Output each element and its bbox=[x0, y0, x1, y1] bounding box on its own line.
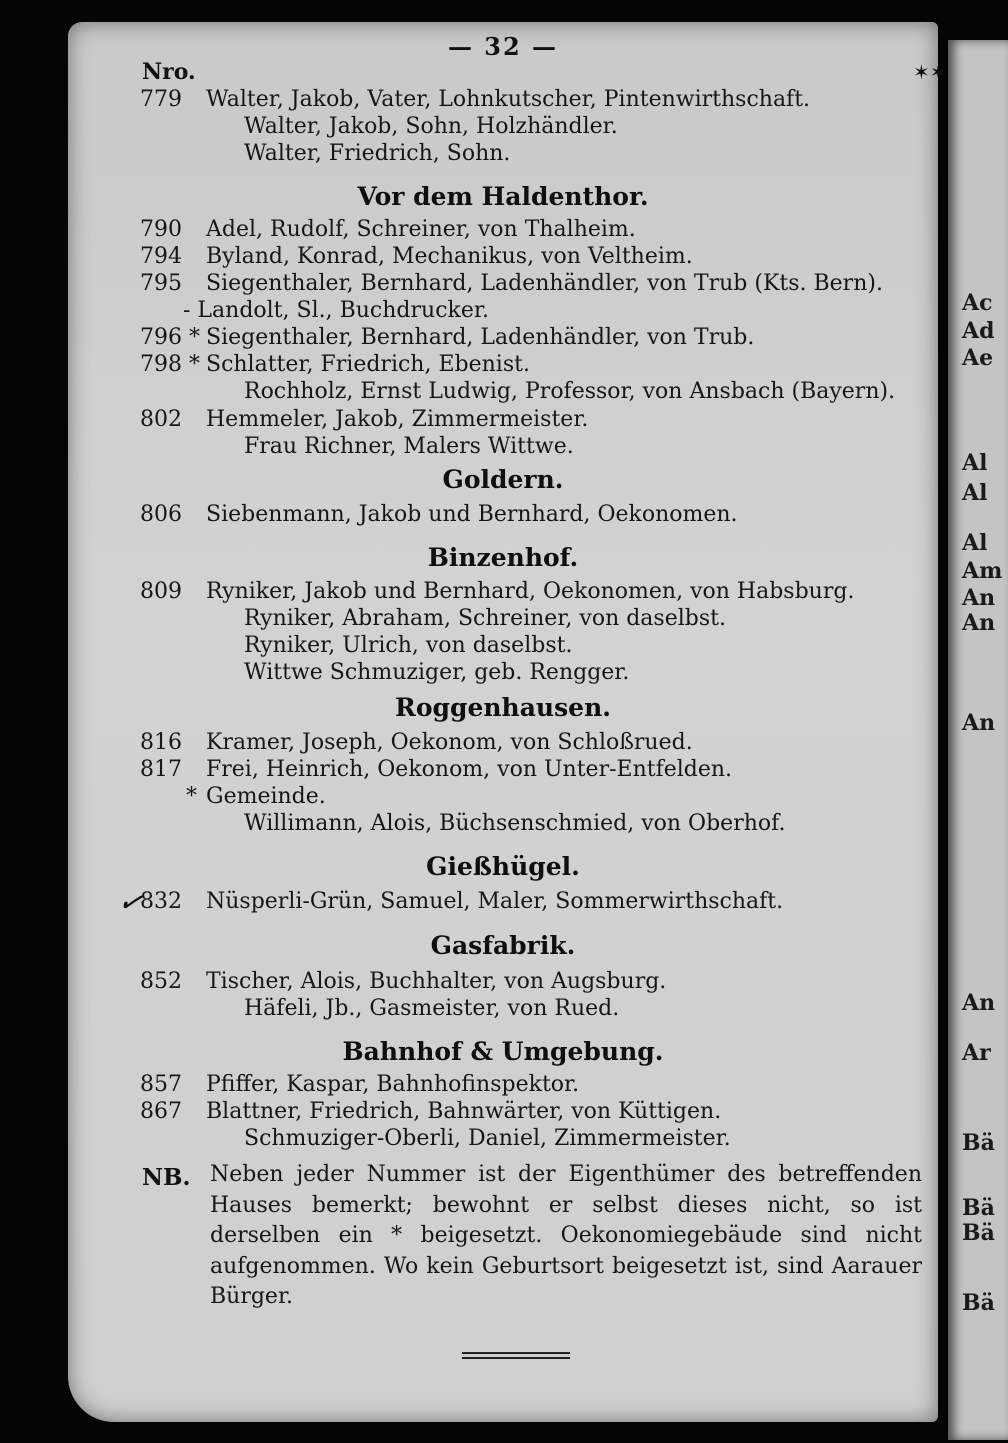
section-heading: Roggenhausen. bbox=[395, 693, 611, 722]
end-rule bbox=[462, 1352, 570, 1354]
house-number: 816 bbox=[140, 730, 182, 755]
section-heading: Binzenhof. bbox=[427, 543, 579, 572]
facing-page-fragment: Al bbox=[962, 480, 988, 506]
facing-page-fragment: Ad bbox=[962, 318, 995, 344]
house-number: 798 * bbox=[140, 352, 200, 377]
end-rule bbox=[462, 1357, 570, 1359]
house-number: * bbox=[186, 784, 197, 809]
facing-page-fragment: Am bbox=[962, 558, 1003, 584]
section-heading: Gießhügel. bbox=[426, 852, 580, 881]
house-number: 795 bbox=[140, 271, 182, 296]
entry-text: Walter, Friedrich, Sohn. bbox=[244, 141, 511, 166]
entry-text: Schlatter, Friedrich, Ebenist. bbox=[206, 352, 530, 377]
corner-mark: ✶✶ bbox=[913, 60, 947, 84]
entry-text: Kramer, Joseph, Oekonom, von Schloßrued. bbox=[206, 730, 693, 755]
house-number: 852 bbox=[140, 969, 182, 994]
facing-page-fragment: Ac bbox=[962, 290, 993, 316]
section-heading: Goldern. bbox=[442, 465, 564, 494]
house-number: 796 * bbox=[140, 325, 200, 350]
entry-text: Nüsperli-Grün, Samuel, Maler, Sommerwirthschaft. bbox=[206, 889, 784, 914]
entry-text: Wittwe Schmuziger, geb. Rengger. bbox=[244, 660, 630, 685]
house-number: 779 bbox=[140, 87, 182, 112]
facing-page-fragment: Bä bbox=[962, 1195, 995, 1221]
house-number: 817 bbox=[140, 757, 182, 782]
entry-text: Schmuziger-Oberli, Daniel, Zimmermeister. bbox=[244, 1126, 731, 1151]
entry-text: Siegenthaler, Bernhard, Ladenhändler, von Trub (Kts. Bern). bbox=[206, 271, 883, 296]
entry-text: Frei, Heinrich, Oekonom, von Unter-Entfelden. bbox=[206, 757, 733, 782]
facing-page-fragment: Ae bbox=[962, 345, 994, 371]
facing-page-fragment: Al bbox=[962, 530, 988, 556]
entry-text: Siebenmann, Jakob und Bernhard, Oekonomen. bbox=[206, 502, 738, 527]
house-number: 867 bbox=[140, 1099, 182, 1124]
facing-page-fragment: Bä bbox=[962, 1290, 995, 1316]
facing-page bbox=[948, 40, 1008, 1440]
entry-text: Siegenthaler, Bernhard, Ladenhändler, von Trub. bbox=[206, 325, 755, 350]
entry-text: Byland, Konrad, Mechanikus, von Veltheim. bbox=[206, 244, 693, 269]
facing-page-fragment: An bbox=[962, 710, 996, 736]
entry-text: Ryniker, Ulrich, von daselbst. bbox=[244, 633, 573, 658]
entry-text: Ryniker, Jakob und Bernhard, Oekonomen, von Habsburg. bbox=[206, 579, 855, 604]
facing-page-fragment: Bä bbox=[962, 1220, 995, 1246]
house-number: 857 bbox=[140, 1072, 182, 1097]
document-page bbox=[68, 22, 947, 1422]
section-heading: Gasfabrik. bbox=[430, 931, 576, 960]
entry-text: Adel, Rudolf, Schreiner, von Thalheim. bbox=[206, 217, 636, 242]
nb-note: Neben jeder Nummer ist der Eigenthümer des betreffenden Hauses bemerkt; bewohnt er selbst dieses nicht, so ist derselben ein * beigesetzt. Oekonomiegebäude sind nicht aufgenommen. Wo kein Geburtsort beigesetzt ist, sind Aarauer Bürger. bbox=[210, 1162, 922, 1309]
page-number: — 32 — bbox=[447, 32, 559, 61]
section-heading: Bahnhof & Umgebung. bbox=[342, 1037, 664, 1066]
house-number: 802 bbox=[140, 407, 182, 432]
entry-text: Rochholz, Ernst Ludwig, Professor, von Ansbach (Bayern). bbox=[244, 379, 896, 404]
nro-label: Nro. bbox=[142, 59, 196, 85]
house-number: 806 bbox=[140, 502, 182, 527]
entry-text: Hemmeler, Jakob, Zimmermeister. bbox=[206, 407, 589, 432]
entry-text: Gemeinde. bbox=[206, 784, 326, 809]
entry-text: Häfeli, Jb., Gasmeister, von Rued. bbox=[244, 996, 620, 1021]
facing-page-fragment: Al bbox=[962, 450, 988, 476]
house-number: 794 bbox=[140, 244, 182, 269]
entry-text: Frau Richner, Malers Wittwe. bbox=[244, 434, 574, 459]
house-number: 832 bbox=[140, 889, 182, 914]
facing-page-fragment: An bbox=[962, 990, 996, 1016]
house-number: 790 bbox=[140, 217, 182, 242]
entry-text: Pfiffer, Kaspar, Bahnhofinspektor. bbox=[206, 1072, 580, 1097]
entry-text: Ryniker, Abraham, Schreiner, von daselbst. bbox=[244, 606, 726, 631]
house-number: 809 bbox=[140, 579, 182, 604]
nb-label: NB. bbox=[142, 1164, 191, 1191]
entry-text: Blattner, Friedrich, Bahnwärter, von Küttigen. bbox=[206, 1099, 722, 1124]
section-heading: Vor dem Haldenthor. bbox=[357, 182, 649, 211]
handwritten-check-mark: ✓ bbox=[114, 882, 147, 923]
entry-text: Willimann, Alois, Büchsenschmied, von Oberhof. bbox=[244, 811, 786, 836]
entry-text: - Landolt, Sl., Buchdrucker. bbox=[183, 298, 489, 323]
entry-text: Walter, Jakob, Vater, Lohnkutscher, Pintenwirthschaft. bbox=[206, 87, 811, 112]
facing-page-fragment: An bbox=[962, 610, 996, 636]
entry-text: Walter, Jakob, Sohn, Holzhändler. bbox=[244, 114, 618, 139]
facing-page-fragment: Bä bbox=[962, 1130, 995, 1156]
entry-text: Tischer, Alois, Buchhalter, von Augsburg. bbox=[206, 969, 667, 994]
facing-page-fragment: An bbox=[962, 585, 996, 611]
facing-page-fragment: Ar bbox=[962, 1040, 991, 1066]
